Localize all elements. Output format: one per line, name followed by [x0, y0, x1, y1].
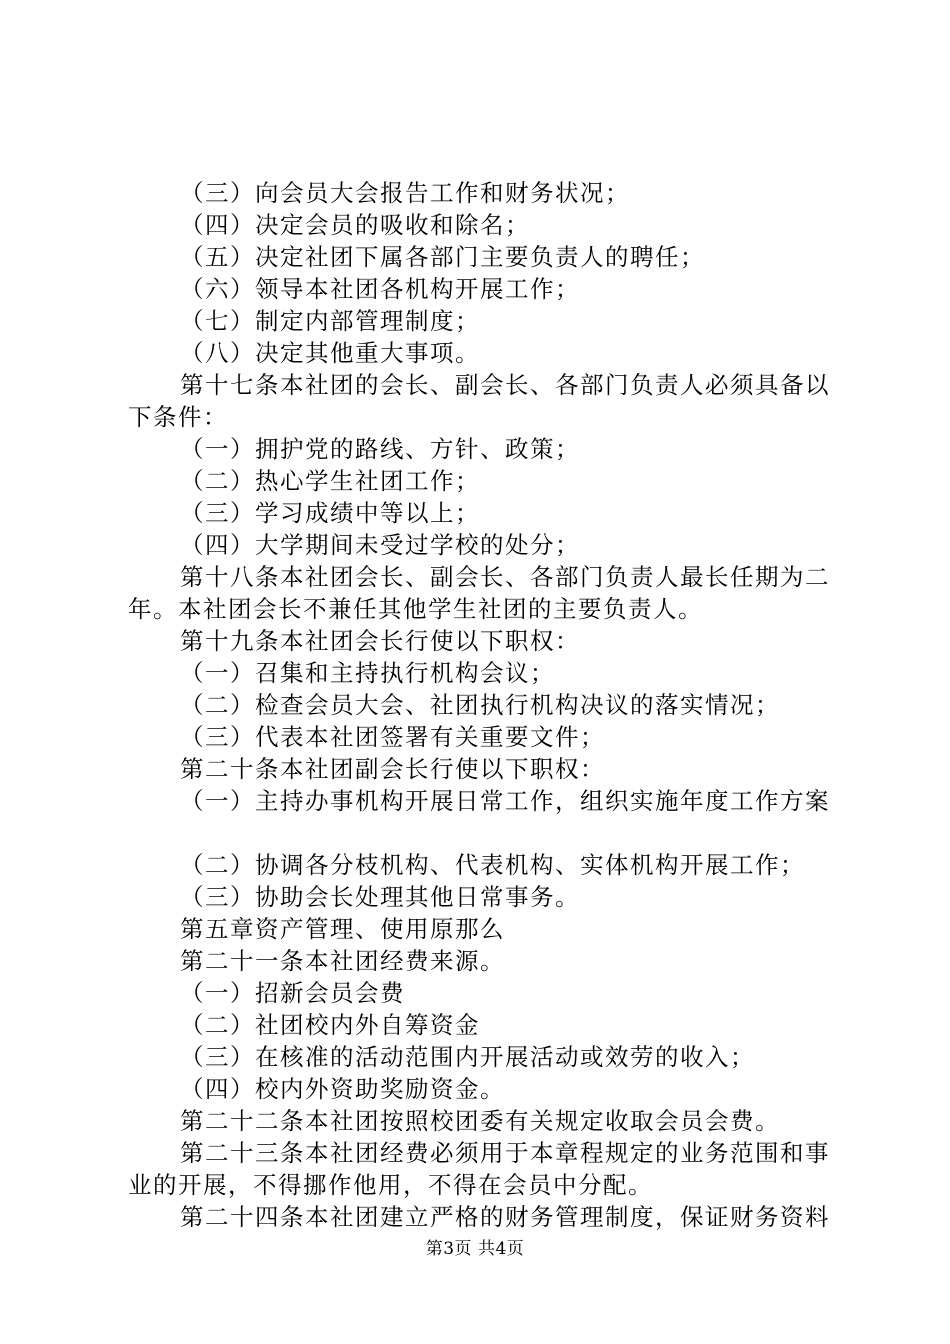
article-heading: 第二十一条本社团经费来源。: [180, 947, 505, 975]
text-line: （一）招新会员会费: [180, 979, 405, 1007]
text-line: （四）决定会员的吸收和除名；: [180, 211, 530, 239]
article-heading: 第十七条本社团的会长、副会长、各部门负责人必须具备以: [180, 371, 830, 399]
blank-line: [128, 817, 840, 849]
text-line-continuation: 业的开展，不得挪作他用，不得在会员中分配。: [128, 1171, 653, 1199]
article-heading: 第二十四条本社团建立严格的财务管理制度，保证财务资料: [180, 1203, 830, 1231]
article-heading: 第二十三条本社团经费必须用于本章程规定的业务范围和事: [180, 1139, 830, 1167]
text-line: （七）制定内部管理制度；: [180, 307, 480, 335]
text-line: （二）协调各分枝机构、代表机构、实体机构开展工作；: [180, 851, 805, 879]
text-line: （四）大学期间未受过学校的处分；: [180, 531, 580, 559]
article-heading: 第十八条本社团会长、副会长、各部门负责人最长任期为二: [180, 563, 830, 591]
text-line: （四）校内外资助奖励资金。: [180, 1075, 505, 1103]
text-line: （二）热心学生社团工作；: [180, 467, 480, 495]
page-footer: 第3页 共4页: [425, 1239, 525, 1259]
text-line: （六）领导本社团各机构开展工作；: [180, 275, 580, 303]
document-body: [128, 177, 840, 1233]
text-line: （一）召集和主持执行机构会议；: [180, 659, 555, 687]
text-line: （三）在核准的活动范围内开展活动或效劳的收入；: [180, 1043, 755, 1071]
text-line: （一）拥护党的路线、方针、政策；: [180, 435, 580, 463]
text-line: （二）社团校内外自筹资金: [180, 1011, 480, 1039]
text-line: （三）学习成绩中等以上；: [180, 499, 480, 527]
text-line: （五）决定社团下属各部门主要负责人的聘任；: [180, 243, 705, 271]
text-line: （三）代表本社团签署有关重要文件；: [180, 723, 605, 751]
text-line: （八）决定其他重大事项。: [180, 339, 480, 367]
text-line: （三）向会员大会报告工作和财务状况；: [180, 179, 630, 207]
chapter-heading: 第五章资产管理、使用原那么: [180, 915, 505, 943]
article-heading: 第二十条本社团副会长行使以下职权：: [180, 755, 605, 783]
text-line: （三）协助会长处理其他日常事务。: [180, 883, 580, 911]
text-line-continuation: 年。本社团会长不兼任其他学生社团的主要负责人。: [128, 595, 703, 623]
text-line: （二）检查会员大会、社团执行机构决议的落实情况；: [180, 691, 780, 719]
text-line: （一）主持办事机构开展日常工作，组织实施年度工作方案: [180, 787, 830, 815]
text-line-continuation: 下条件：: [128, 403, 228, 431]
article-heading: 第十九条本社团会长行使以下职权：: [180, 627, 580, 655]
article-heading: 第二十二条本社团按照校团委有关规定收取会员会费。: [180, 1107, 780, 1135]
